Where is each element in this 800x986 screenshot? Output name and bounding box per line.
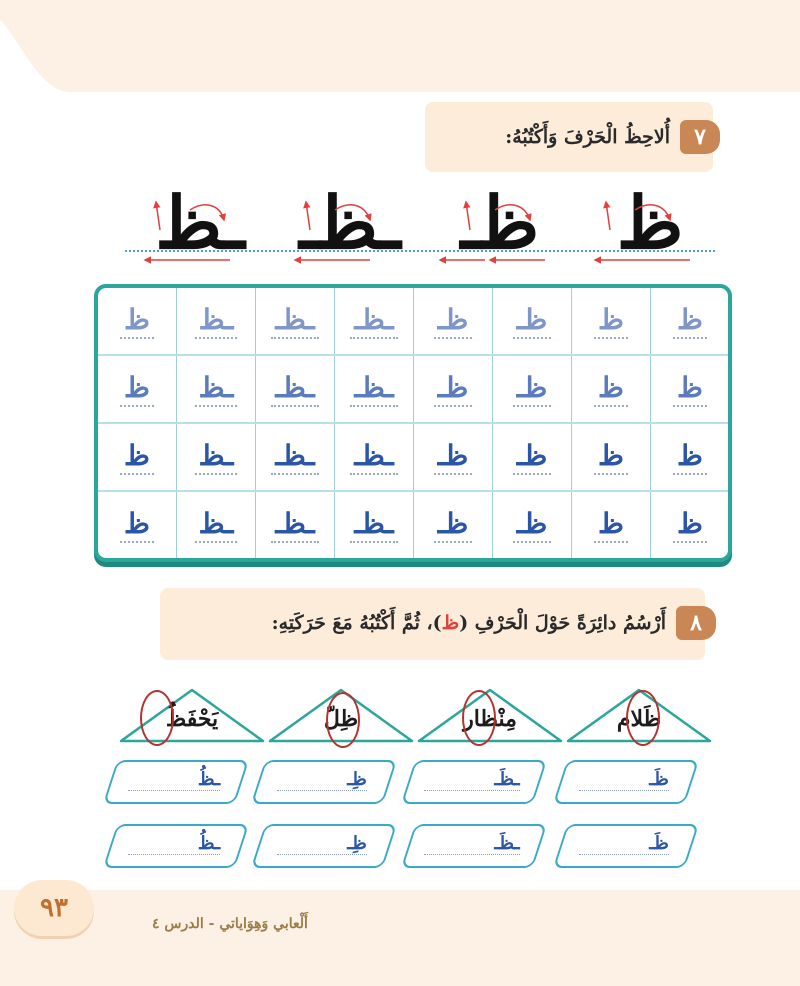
word-yahfazu: يَحْفَظُ <box>165 706 219 732</box>
answer-text-value: ظَـ <box>579 833 669 855</box>
practice-cell[interactable] <box>651 288 729 354</box>
word-zill: ظِلّ <box>323 706 359 732</box>
practice-cell-letter: ظـ <box>513 439 552 475</box>
practice-cell-letter: ـظـ <box>271 371 318 407</box>
answer-text <box>258 824 386 864</box>
letter-circle-mark <box>626 690 660 746</box>
word-minzar: مِنْظار <box>463 706 517 732</box>
answer-text <box>560 824 688 864</box>
letter-form-isolated-text: ـظ <box>155 180 245 265</box>
practice-cell-letter: ظـ <box>434 303 473 339</box>
answer-text-value: ـظُ <box>128 769 220 791</box>
answer-text <box>110 760 238 800</box>
practice-cell-letter: ـظ <box>195 303 238 339</box>
practice-cell[interactable] <box>335 288 413 354</box>
letter-forms-row <box>120 180 720 270</box>
practice-cell-letter: ظـ <box>513 303 552 339</box>
practice-cell-letter: ـظـ <box>271 303 318 339</box>
answer-text <box>408 760 536 800</box>
practice-cell-letter: ظ <box>120 303 154 339</box>
exercise-7-title: أُلاحِظُ الْحَرْفَ وَأَكْتُبُهُ: <box>505 126 670 148</box>
practice-cell[interactable] <box>98 356 176 422</box>
practice-cell[interactable] <box>414 288 492 354</box>
practice-cell-letter: ظ <box>594 371 628 407</box>
practice-cell[interactable] <box>572 356 650 422</box>
practice-cell[interactable] <box>651 424 729 490</box>
practice-cell-letter: ظـ <box>434 439 473 475</box>
practice-cell[interactable] <box>98 492 176 558</box>
practice-cell[interactable] <box>335 492 413 558</box>
letter-circle-mark <box>326 692 360 748</box>
practice-cell[interactable] <box>414 424 492 490</box>
practice-cell[interactable] <box>572 288 650 354</box>
letter-form-final <box>297 180 402 265</box>
answer-text-value: ـظُ <box>128 833 220 855</box>
practice-cell-letter: ظـ <box>513 371 552 407</box>
practice-cell[interactable] <box>177 492 255 558</box>
answer-text-value: ـظَـ <box>424 769 519 791</box>
practice-cell[interactable] <box>414 356 492 422</box>
practice-cell-letter: ظ <box>594 303 628 339</box>
practice-cell-letter: ـظـ <box>350 303 397 339</box>
letter-form-final-text: ـظـ <box>299 180 401 265</box>
exercise-8-number: ٨ <box>676 606 716 640</box>
practice-cell-letter: ـظ <box>195 507 238 543</box>
practice-cell[interactable] <box>177 356 255 422</box>
practice-cell[interactable] <box>98 288 176 354</box>
practice-cell[interactable] <box>256 492 334 558</box>
practice-cell-letter: ـظـ <box>350 439 397 475</box>
practice-cell-letter: ظ <box>673 303 707 339</box>
practice-cell-letter: ـظـ <box>271 439 318 475</box>
practice-cell-letter: ـظ <box>195 439 238 475</box>
practice-cell-letter: ظ <box>673 439 707 475</box>
letter-form-initial <box>617 180 684 265</box>
practice-cell-letter: ظ <box>120 439 154 475</box>
bottom-decorative-band <box>0 890 800 986</box>
top-decorative-band <box>0 0 800 92</box>
practice-cell[interactable] <box>651 492 729 558</box>
exercise-8-title-letter: ظ <box>441 612 460 634</box>
practice-cell[interactable] <box>572 492 650 558</box>
practice-cell[interactable] <box>572 424 650 490</box>
answer-text <box>408 824 536 864</box>
practice-cell[interactable] <box>256 288 334 354</box>
exercise-8-title <box>272 612 666 634</box>
answer-text <box>560 760 688 800</box>
practice-cell[interactable] <box>414 492 492 558</box>
practice-cell[interactable] <box>177 424 255 490</box>
letter-baseline <box>125 250 715 252</box>
practice-cell-letter: ظـ <box>513 507 552 543</box>
practice-cell-letter: ظ <box>594 439 628 475</box>
practice-cell[interactable] <box>493 356 571 422</box>
answer-text-value: ـظَـ <box>424 833 519 855</box>
exercise-8-title-end: )، ثُمَّ أَكْتُبُهُ مَعَ حَرَكَتِهِ: <box>271 612 442 634</box>
exercise-7-number: ٧ <box>680 120 720 154</box>
answer-text <box>110 824 238 864</box>
letter-circle-mark <box>140 690 174 746</box>
letter-form-medial-text: ظـ <box>460 180 540 265</box>
practice-cell-letter: ـظ <box>195 371 238 407</box>
practice-cell[interactable] <box>98 424 176 490</box>
practice-cell[interactable] <box>335 356 413 422</box>
practice-cell-letter: ظ <box>120 507 154 543</box>
practice-cell[interactable] <box>256 424 334 490</box>
letter-form-medial <box>459 180 539 265</box>
practice-cell-letter: ظ <box>594 507 628 543</box>
practice-cell-letter: ـظـ <box>350 371 397 407</box>
page-number: ٩٣ <box>14 880 94 936</box>
answer-text <box>258 760 386 800</box>
exercise-8-title-start: أَرْسُمُ دائِرَةً حَوْلَ الْحَرْفِ ( <box>459 612 666 634</box>
practice-cell-letter: ظ <box>673 507 707 543</box>
practice-cell[interactable] <box>493 288 571 354</box>
answer-text-value: ظَـ <box>579 769 669 791</box>
practice-cell-letter: ظـ <box>434 507 473 543</box>
letter-form-isolated <box>155 180 246 265</box>
practice-cell-letter: ظ <box>120 371 154 407</box>
practice-cell[interactable] <box>335 424 413 490</box>
practice-cell[interactable] <box>256 356 334 422</box>
practice-cell[interactable] <box>493 424 571 490</box>
letter-form-initial-text: ظ <box>616 180 684 265</box>
practice-grid <box>94 284 732 562</box>
practice-cell-letter: ظ <box>673 371 707 407</box>
letter-circle-mark <box>462 690 496 746</box>
practice-cell-letter: ـظـ <box>350 507 397 543</box>
word-zalam: ظَلام <box>616 706 662 732</box>
answer-text-value: ظِـ <box>277 833 367 855</box>
practice-cell-letter: ظـ <box>434 371 473 407</box>
practice-cell[interactable] <box>651 356 729 422</box>
answer-text-value: ظِـ <box>277 769 367 791</box>
footer-lesson-title: أَلْعابي وَهِوَاياتي - الدرس ٤ <box>152 916 308 932</box>
practice-cell[interactable] <box>177 288 255 354</box>
practice-cell-letter: ـظـ <box>271 507 318 543</box>
practice-cell[interactable] <box>493 492 571 558</box>
